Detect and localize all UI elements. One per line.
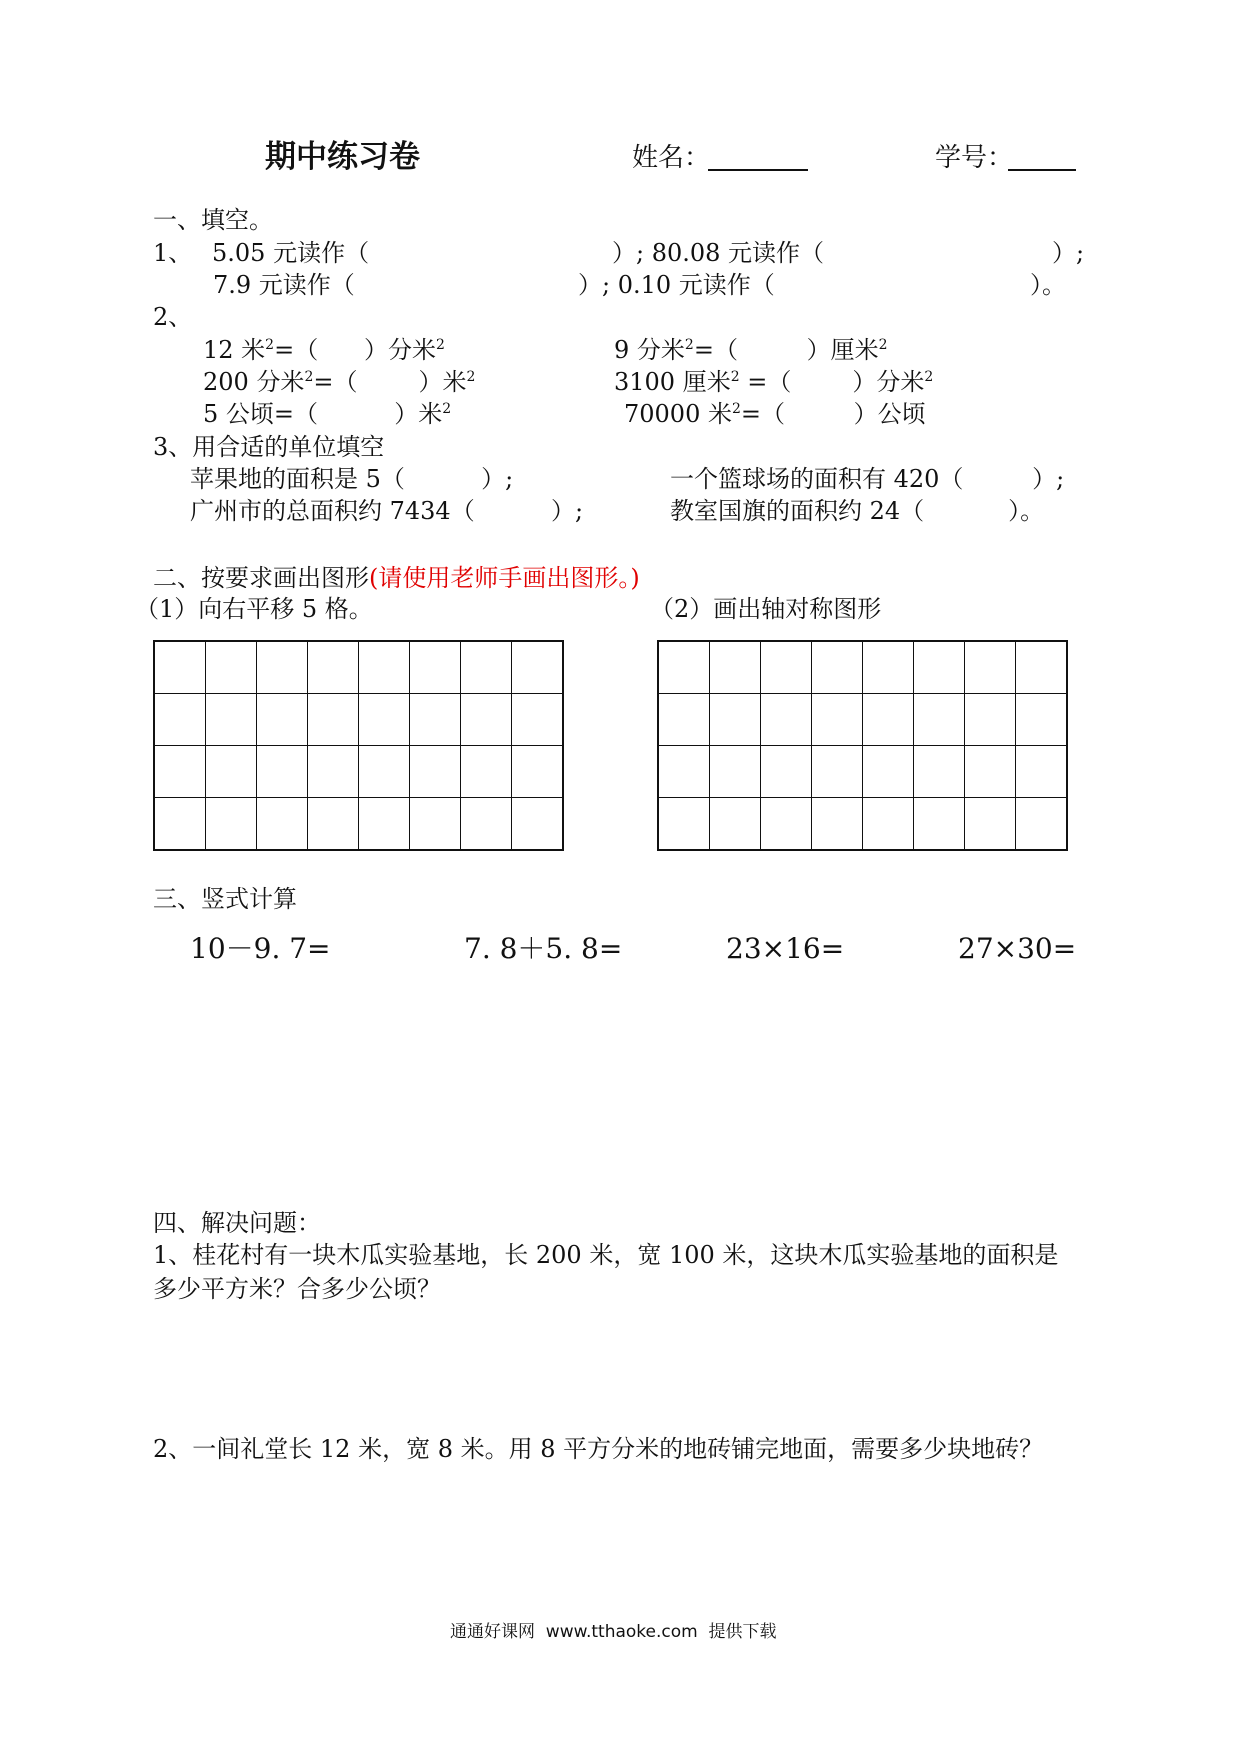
symmetry-grid[interactable]: [657, 640, 1068, 851]
q3-row2-left: 广州市的总面积约 7434（ ）;: [190, 497, 584, 525]
q3-row2-right: 教室国旗的面积约 24（ ）。: [670, 497, 1045, 525]
student-id-blank[interactable]: [1008, 169, 1076, 171]
section1-heading: 一、填空。: [153, 206, 273, 234]
q3-heading: 3、用合适的单位填空: [153, 433, 385, 461]
section4-heading: 四、解决问题：: [153, 1209, 321, 1237]
grid2-label: （2）画出轴对称图形: [650, 595, 882, 623]
q1-item-c: 7.9 元读作（: [213, 271, 355, 299]
q2-row2-left: 200 分米$^2$=（ ）米$^2$: [203, 368, 476, 396]
section3-heading: 三、竖式计算: [153, 885, 297, 913]
q2-row2-right: 3100 厘米$^2$ =（ ）分米$^2$: [614, 368, 934, 396]
grid1-label: （1）向右平移 5 格。: [135, 595, 373, 623]
section2-note: (请使用老师手画出图形。): [369, 564, 640, 592]
student-id-label: 学号：: [935, 143, 1014, 173]
q2-number: 2、: [153, 303, 193, 331]
q2-row3-left: 5 公顷=（ ）米$^2$: [203, 400, 452, 428]
problem1-line2: 多少平方米？合多少公顷？: [153, 1275, 441, 1303]
q1-number: 1、: [153, 239, 193, 267]
q1-item-b-close: ）;: [1052, 239, 1085, 267]
q1-item-a: 5.05 元读作（: [212, 239, 370, 267]
problem1-line1: 1、桂花村有一块木瓜实验基地，长 200 米，宽 100 米，这块木瓜实验基地的面积是: [153, 1241, 1059, 1269]
calc-4: 27×30=: [958, 932, 1077, 965]
translation-grid[interactable]: [153, 640, 564, 851]
problem2: 2、一间礼堂长 12 米，宽 8 米。用 8 平方分米的地砖铺完地面，需要多少块地砖？: [153, 1435, 1044, 1463]
footer-credit: 通通好课网 www.tthaoke.com 提供下载: [450, 1622, 777, 1642]
calc-2: 7. 8＋5. 8=: [464, 932, 623, 965]
q1-item-b: ）; 80.08 元读作（: [612, 239, 825, 267]
section2-heading: 二、按要求画出图形(请使用老师手画出图形。): [153, 564, 640, 592]
calc-1: 10－9. 7=: [190, 932, 331, 965]
name-blank[interactable]: [708, 169, 808, 171]
name-label: 姓名：: [632, 143, 711, 173]
q3-row1-right: 一个篮球场的面积有 420（ ）;: [670, 465, 1065, 493]
q2-row1-left: 12 米$^2$=（ ）分米$^2$: [203, 336, 445, 364]
q1-item-d: ）; 0.10 元读作（: [578, 271, 775, 299]
q1-item-d-close: ）。: [1030, 271, 1066, 299]
q3-row1-left: 苹果地的面积是 5（ ）;: [190, 465, 514, 493]
q2-row3-right: 70000 米$^2$=（ ）公顷: [624, 400, 926, 428]
q2-row1-right: 9 分米$^2$=（ ）厘米$^2$: [614, 336, 888, 364]
page-title: 期中练习卷: [265, 139, 420, 175]
calc-3: 23×16=: [726, 932, 845, 965]
